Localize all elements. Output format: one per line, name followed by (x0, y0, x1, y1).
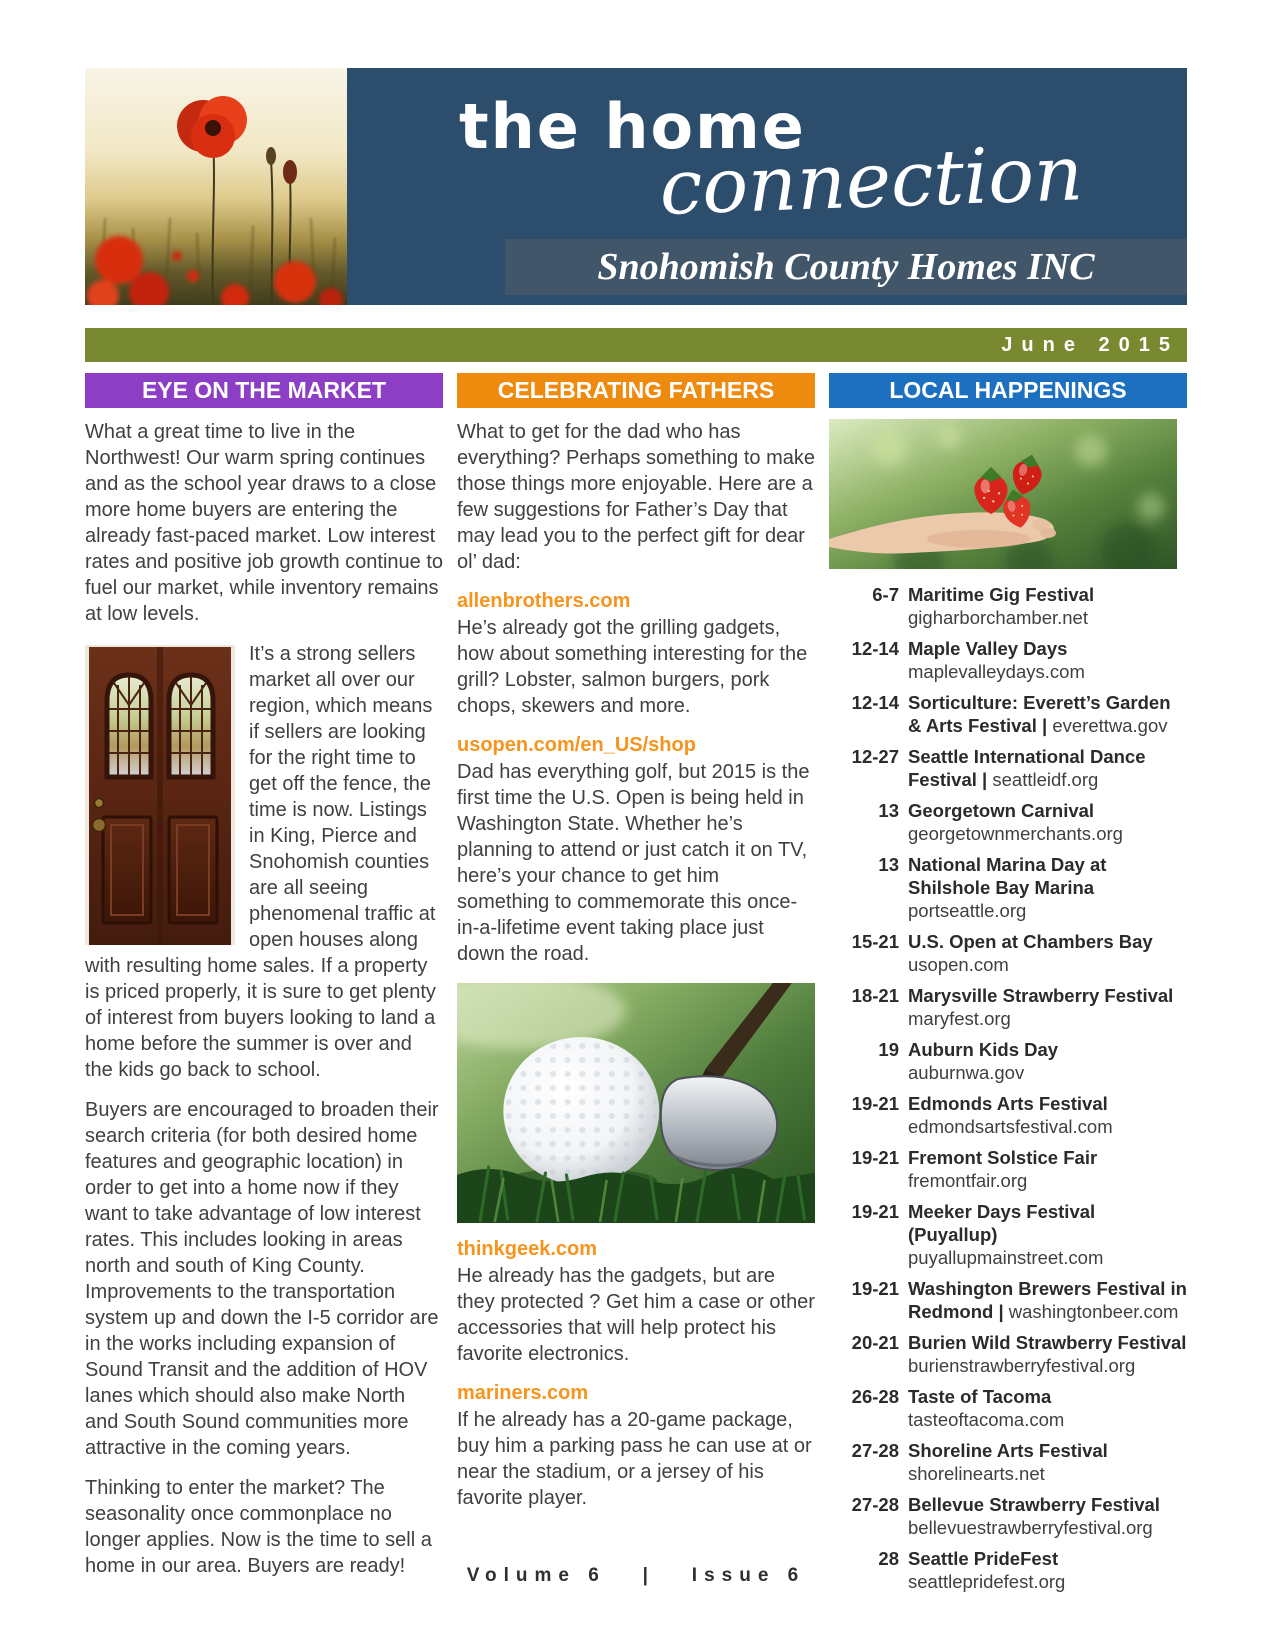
poppy-field-photo (85, 68, 347, 305)
event-title: Burien Wild Strawberry Festival (908, 1332, 1187, 1353)
masthead (85, 68, 1187, 305)
newsletter-columns (85, 373, 1187, 1601)
event-body (908, 1092, 1187, 1138)
event-url: gigharborchamber.net (908, 607, 1088, 628)
event-item (829, 1146, 1187, 1192)
event-item (829, 1331, 1187, 1377)
event-title: Maple Valley Days (908, 638, 1068, 659)
event-separator: | (1036, 715, 1053, 736)
event-body (908, 1331, 1187, 1377)
event-url: everettwa.gov (1052, 715, 1168, 736)
event-item (829, 1200, 1187, 1269)
gift-description: Dad has everything golf, but 2015 is the first time the U.S. Open is being held in Washington State. Whether he’s planning to attend or just catch it on TV, here’s your chance to get him something to commemorate this once-in-a-lifetime event taking place just down the road. (457, 761, 810, 965)
event-title: Georgetown Carnival (908, 800, 1095, 821)
event-title: Washington Brewers Festival in Redmond (908, 1278, 1187, 1322)
event-date: 19-21 (851, 1201, 899, 1222)
market-paragraph-2 (85, 641, 443, 1083)
event-body (908, 1439, 1187, 1485)
event-date: 27-28 (851, 1440, 899, 1461)
event-body (908, 1146, 1187, 1192)
event-title: Seattle PrideFest (908, 1548, 1059, 1569)
market-paragraph-4: Thinking to enter the market? The seasonality once commonplace no longer applies. Now is the time to sell a home in our area. Buyers are ready! (85, 1477, 432, 1577)
event-date: 12-14 (851, 692, 899, 713)
event-date: 27-28 (851, 1494, 899, 1515)
event-title: Auburn Kids Day (908, 1039, 1059, 1060)
event-title: U.S. Open at Chambers Bay (908, 931, 1153, 952)
event-item (829, 1547, 1187, 1593)
event-title: Seattle International Dance Festival (908, 746, 1146, 790)
event-title: Meeker Days Festival (Puyallup) (908, 1201, 1096, 1245)
event-item (829, 1038, 1187, 1084)
event-body (908, 1200, 1187, 1269)
event-url: usopen.com (908, 954, 1009, 975)
newsletter-title-line2: connection (658, 128, 1085, 232)
event-title: Marysville Strawberry Festival (908, 985, 1174, 1006)
gift-site-link[interactable]: mariners.com (457, 1382, 589, 1404)
gift-description: He’s already got the grilling gadgets, how about something interesting for the grill? Lobster, salmon burgers, pork chops, skewers and more. (457, 617, 808, 717)
event-title: Taste of Tacoma (908, 1386, 1052, 1407)
event-body (908, 984, 1187, 1030)
event-url: georgetownmerchants.org (908, 823, 1123, 844)
event-body (908, 853, 1187, 922)
gift-site-link[interactable]: usopen.com/en_US/shop (457, 734, 696, 756)
event-url: maryfest.org (908, 1008, 1011, 1029)
issue-date-bar (85, 328, 1187, 362)
event-url: auburnwa.gov (908, 1062, 1025, 1083)
event-date: 6-7 (872, 584, 899, 605)
local-section-header: LOCAL HAPPENINGS (829, 373, 1187, 408)
masthead-panel (347, 68, 1187, 305)
event-date: 28 (878, 1548, 899, 1569)
event-date: 19-21 (851, 1278, 899, 1299)
event-body (908, 799, 1187, 845)
event-body (908, 1493, 1187, 1539)
event-url: maplevalleydays.com (908, 661, 1085, 682)
event-body (908, 1547, 1187, 1593)
fathers-intro: What to get for the dad who has everything? Perhaps something to make those things more enjoyable. Here are a few suggestions for Father’s Day that may lead you to the perfect gift for dear ol’ dad: (457, 421, 815, 573)
gift-site-link[interactable]: thinkgeek.com (457, 1238, 598, 1260)
event-url: fremontfair.org (908, 1170, 1028, 1191)
event-url: portseattle.org (908, 900, 1027, 921)
gifts-list-1 (457, 589, 815, 967)
event-url: puyallupmainstreet.com (908, 1247, 1104, 1268)
front-door-photo (85, 645, 235, 945)
event-body (908, 1277, 1187, 1323)
issue-date: June 2015 (1001, 333, 1179, 356)
market-section-header: EYE ON THE MARKET (85, 373, 443, 408)
event-item (829, 799, 1187, 845)
volume-issue-line: Volume 6 | Issue 6 (466, 1565, 806, 1586)
event-item (829, 930, 1187, 976)
event-url: seattlepridefest.org (908, 1571, 1066, 1592)
newsletter-title-line1: the home (459, 90, 806, 163)
event-url: bellevuestrawberryfestival.org (908, 1517, 1153, 1538)
event-item (829, 1277, 1187, 1323)
column-celebrating-fathers (457, 373, 815, 1587)
event-title: Fremont Solstice Fair (908, 1147, 1098, 1168)
column-local-happenings (829, 373, 1187, 1601)
event-date: 12-14 (851, 638, 899, 659)
event-item (829, 691, 1187, 737)
event-title: Maritime Gig Festival (908, 584, 1095, 605)
event-date: 18-21 (851, 985, 899, 1006)
event-body (908, 583, 1187, 629)
events-list (829, 583, 1187, 1593)
event-date: 13 (878, 800, 899, 821)
event-item (829, 637, 1187, 683)
event-body (908, 930, 1187, 976)
event-date: 13 (878, 854, 899, 875)
event-url: shorelinearts.net (908, 1463, 1045, 1484)
event-date: 12-27 (851, 746, 899, 767)
event-title: Shoreline Arts Festival (908, 1440, 1108, 1461)
event-separator: | (976, 769, 993, 790)
event-date: 26-28 (851, 1386, 899, 1407)
company-banner (505, 239, 1187, 295)
event-title: Sorticulture: Everett’s Garden & Arts Festival (908, 692, 1171, 736)
event-item (829, 583, 1187, 629)
gift-description: If he already has a 20-game package, buy him a parking pass he can use at or near the stadium, or a jersey of his favorite player. (457, 1409, 812, 1509)
fathers-section-header: CELEBRATING FATHERS (457, 373, 815, 408)
event-item (829, 1092, 1187, 1138)
event-body (908, 745, 1187, 791)
hand-holding-strawberries-photo (829, 419, 1176, 569)
event-item (829, 745, 1187, 791)
event-url: tasteoftacoma.com (908, 1409, 1065, 1430)
company-name: Snohomish County Homes INC (597, 246, 1095, 288)
event-title: Bellevue Strawberry Festival (908, 1494, 1160, 1515)
event-separator: | (993, 1301, 1009, 1322)
market-paragraph-2-text: It’s a strong sellers market all over our region, which means if sellers are looking for the right time to get off the fence, the time is now. Listings in King, Pierce and Snohomish counties are all seeing phenomenal traffic at open houses along with resulting home sales. If a property is priced properly, it is sure to get plenty of interest from buyers looking to land a home before the summer is over and the kids go back to school. (85, 643, 436, 1081)
event-item (829, 1439, 1187, 1485)
event-body (908, 1038, 1187, 1084)
gift-site-link[interactable]: allenbrothers.com (457, 590, 631, 612)
event-title: Edmonds Arts Festival (908, 1093, 1108, 1114)
event-date: 19 (878, 1039, 899, 1060)
event-body (908, 1385, 1187, 1431)
gifts-list-2 (457, 1237, 815, 1511)
market-paragraph-1: What a great time to live in the Northwest! Our warm spring continues and as the school year draws to a close more home buyers are entering the already fast-paced market. Low interest rates and positive job growth continue to fuel our market, while inventory remains at low levels. (85, 421, 443, 625)
event-item (829, 984, 1187, 1030)
event-item (829, 1493, 1187, 1539)
column-eye-on-the-market (85, 373, 443, 1593)
event-url: burienstrawberryfestival.org (908, 1355, 1136, 1376)
event-item (829, 853, 1187, 922)
gift-description: He already has the gadgets, but are they protected ? Get him a case or other accessories that will help protect his favorite electronics. (457, 1265, 815, 1365)
event-url: seattleidf.org (992, 769, 1099, 790)
event-body (908, 637, 1187, 683)
event-date: 19-21 (851, 1147, 899, 1168)
event-url: edmondsartsfestival.com (908, 1116, 1113, 1137)
event-date: 19-21 (851, 1093, 899, 1114)
event-body (908, 691, 1187, 737)
event-date: 20-21 (851, 1332, 899, 1353)
golf-ball-and-club-photo (457, 983, 815, 1223)
event-item (829, 1385, 1187, 1431)
market-paragraph-3: Buyers are encouraged to broaden their search criteria (for both desired home features and geographic location) in order to get into a home now if they want to take advantage of low interest rates. This includes looking in areas north and south of King County. Improvements to the transportation system up and down the I-5 corridor are in the works including expansion of Sound Transit and the addition of HOV lanes which should also make North and South Sound communities more attractive in the coming years. (85, 1099, 439, 1459)
event-title: National Marina Day at Shilshole Bay Marina (908, 854, 1107, 898)
event-date: 15-21 (851, 931, 899, 952)
event-url: washingtonbeer.com (1008, 1301, 1179, 1322)
